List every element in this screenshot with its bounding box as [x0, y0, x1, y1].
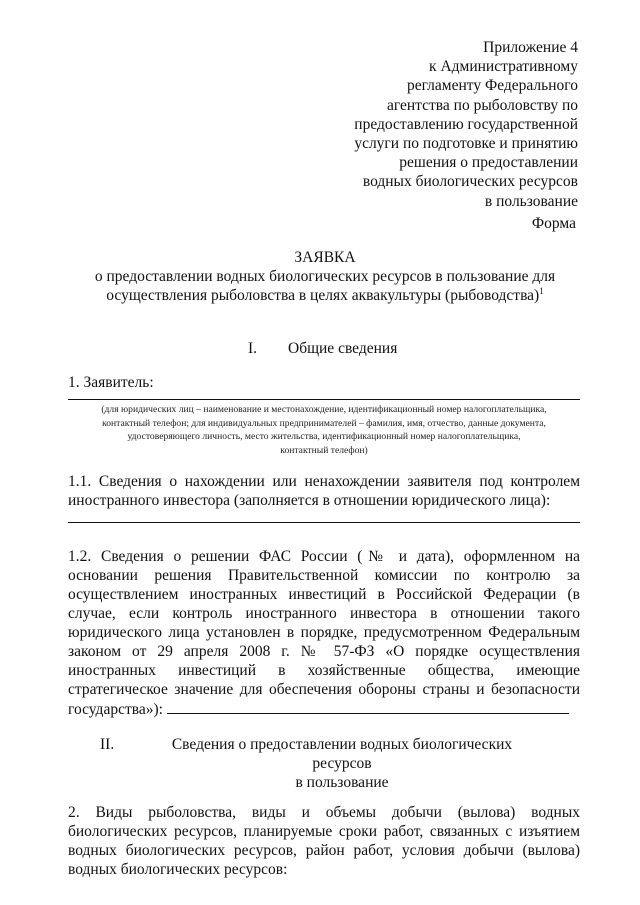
applicant-fill-line[interactable] [68, 399, 580, 400]
title-line-2-text: осуществления рыболовства в целях аквакультуры (рыбоводства) [106, 287, 540, 304]
section-2-number: II. [100, 736, 115, 753]
item-1-2-text: 1.2. Сведения о решении ФАС России (№ и дата), оформленном на основании решения Правительственной комиссии по контролю за осуществлением иностранных инвестиций в Российской Федерации (в случае, если контроль иностранного инвестора в отношении такого юридического лица установлен в порядке, предусмотренном Федеральным законом от 29 апреля 2008 г. № 57-ФЗ «О порядке осуществления иностранных инвестиций в хозяйственные общества, имеющие стратегическое значение для обеспечения обороны страны и безопасности государства»): [68, 548, 580, 718]
section-1-title: Общие сведения [288, 340, 398, 357]
title-line-1: о предоставлении водных биологических ресурсов в пользование для [94, 268, 556, 285]
section-2-title [142, 735, 542, 792]
appendix-note [330, 38, 578, 211]
appendix-line: агентства по рыболовству по [386, 96, 578, 114]
appendix-line: к Административному [429, 58, 578, 76]
document-title [70, 248, 580, 305]
item-2: 2. Виды рыболовства, виды и объемы добычи (вылова) водных биологических ресурсов, планируемые сроки работ, связанных с изъятием водных биологических ресурсов, район работ, условия добычи (вылова) водных биологических ресурсов: [68, 804, 580, 878]
hint-line: (для юридических лиц – наименование и местонахождение, идентификационный номер налогоплательщика, [101, 404, 547, 415]
appendix-line: Приложение 4 [483, 39, 578, 56]
form-label: Форма [531, 215, 576, 232]
appendix-line: в пользование [484, 192, 578, 210]
hint-line: контактный телефон) [280, 444, 368, 456]
appendix-line: услуги по подготовке и принятию [354, 135, 578, 153]
section-2-title-line-1: Сведения о предоставлении водных биологических ресурсов [171, 736, 513, 772]
item-1-2-fill-line[interactable] [167, 699, 569, 714]
hint-line: контактный телефон; для индивидуальных предпринимателей – фамилия, имя, отчество, данные документа, [102, 417, 546, 429]
footnote-mark: 1 [539, 285, 544, 296]
section-2-title-line-2: в пользование [295, 774, 389, 791]
title-line-2 [70, 286, 580, 305]
item-1-1-fill-line[interactable] [68, 522, 580, 523]
section-1-heading [248, 340, 397, 358]
section-1-number: I. [248, 340, 258, 357]
applicant-hint [68, 403, 580, 457]
item-1-2 [68, 547, 580, 719]
appendix-line: водных биологических ресурсов [362, 173, 578, 191]
hint-line: удостоверяющего личность, место жительства, идентификационный номер налогоплательщика, [127, 431, 521, 443]
appendix-line: решения о предоставлении [399, 154, 578, 172]
title-main: ЗАЯВКА [294, 249, 356, 266]
appendix-line: предоставлению государственной [354, 115, 578, 133]
item-1-1: 1.1. Сведения о нахождении или ненахождении заявителя под контролем иностранного инвестора (заполняется в отношении юридического лица): [68, 473, 580, 509]
applicant-label: 1. Заявитель: [68, 374, 154, 391]
appendix-line: регламенту Федерального [406, 77, 578, 95]
